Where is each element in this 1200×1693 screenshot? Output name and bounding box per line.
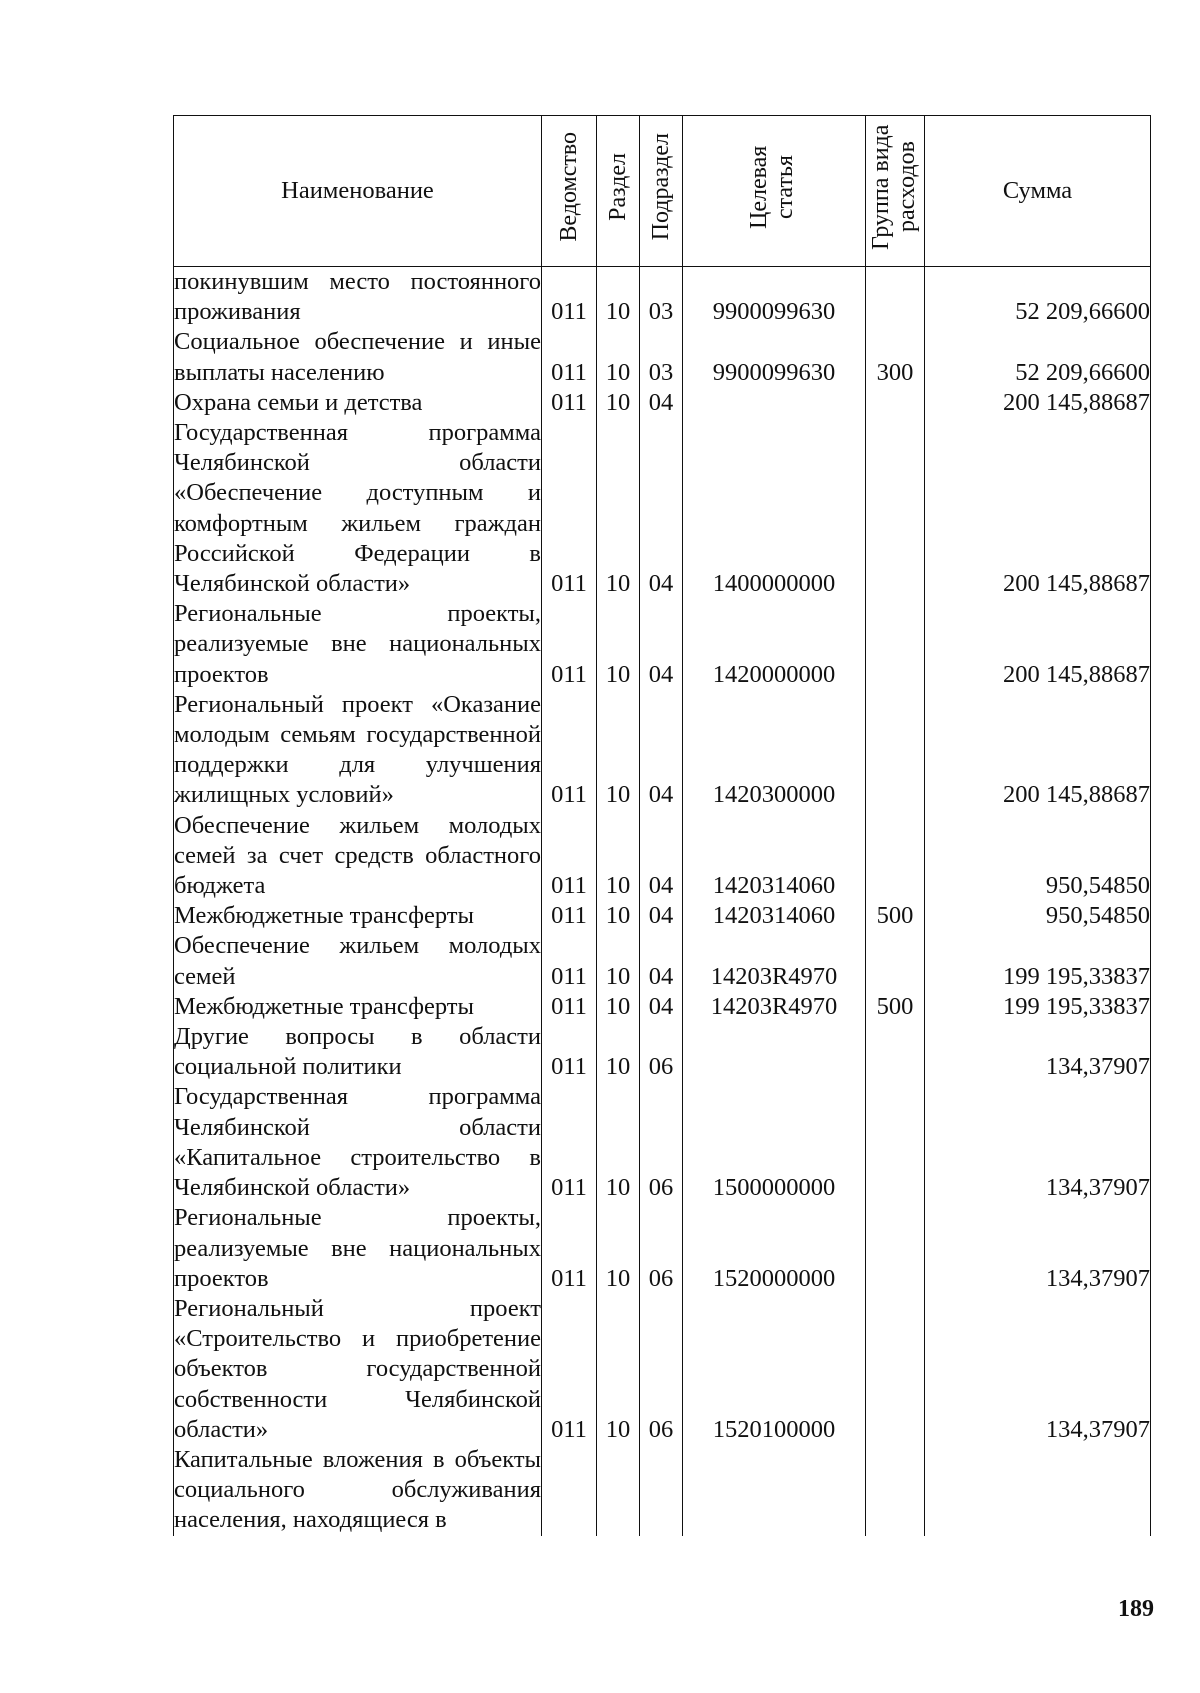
table-row: [174, 599, 1151, 690]
cell-summa: 134,37907: [925, 1082, 1151, 1203]
cell-gruppa: [866, 388, 925, 418]
cell-celevaya: [683, 1022, 866, 1082]
cell-ved: 011: [542, 690, 597, 811]
cell-celevaya: 1420314060: [683, 811, 866, 902]
cell-razdel: 10: [597, 1082, 640, 1203]
cell-razdel: [597, 1445, 640, 1536]
page-number: 189: [1118, 1596, 1154, 1622]
cell-ved: 011: [542, 418, 597, 599]
cell-summa: 52 209,66600: [925, 327, 1151, 387]
cell-name: Обеспечение жильем молодых семей за счет средств областного бюджета: [174, 811, 542, 902]
cell-podrazdel: 04: [640, 690, 683, 811]
cell-gruppa: [866, 931, 925, 991]
table-row: [174, 1203, 1151, 1294]
cell-ved: 011: [542, 388, 597, 418]
table-row: [174, 418, 1151, 599]
cell-ved: 011: [542, 327, 597, 387]
cell-razdel: 10: [597, 1294, 640, 1445]
cell-podrazdel: 03: [640, 327, 683, 387]
cell-summa: 200 145,88687: [925, 599, 1151, 690]
cell-podrazdel: 04: [640, 599, 683, 690]
cell-gruppa: [866, 1203, 925, 1294]
header-ved-label: Ведомство: [556, 132, 582, 242]
table-row: [174, 901, 1151, 931]
table-row: [174, 388, 1151, 418]
table-row: [174, 1445, 1151, 1536]
cell-celevaya: 14203R4970: [683, 992, 866, 1022]
cell-podrazdel: 06: [640, 1203, 683, 1294]
header-razdel: [597, 116, 640, 267]
cell-ved: 011: [542, 931, 597, 991]
cell-summa: [925, 1445, 1151, 1536]
table-row: [174, 1022, 1151, 1082]
header-summa-label: Сумма: [1002, 176, 1073, 204]
cell-name: Капитальные вложения в объекты социального обслуживания населения, находящиеся в: [174, 1445, 542, 1536]
table-row: [174, 1294, 1151, 1445]
cell-celevaya: 1420000000: [683, 599, 866, 690]
cell-celevaya: 1400000000: [683, 418, 866, 599]
cell-name: Региональный проект «Строительство и приобретение объектов государственной собственности Челябинской области»: [174, 1294, 542, 1445]
cell-ved: 011: [542, 992, 597, 1022]
budget-table: [173, 115, 1151, 1536]
cell-razdel: 10: [597, 690, 640, 811]
header-razdel-label: Раздел: [605, 152, 631, 221]
cell-summa: 52 209,66600: [925, 267, 1151, 328]
table-row: [174, 327, 1151, 387]
cell-celevaya: 9900099630: [683, 267, 866, 328]
cell-gruppa: [866, 1082, 925, 1203]
cell-gruppa: [866, 1445, 925, 1536]
cell-name: покинувшим место постоянного проживания: [174, 267, 542, 328]
cell-name: Государственная программа Челябинской области «Обеспечение доступным и комфортным жильем граждан Российской Федерации в Челябинской области»: [174, 418, 542, 599]
cell-celevaya: 1420314060: [683, 901, 866, 931]
cell-gruppa: [866, 1294, 925, 1445]
table-header: [174, 116, 1151, 267]
cell-gruppa: [866, 1022, 925, 1082]
cell-summa: 950,54850: [925, 901, 1151, 931]
cell-summa: 200 145,88687: [925, 418, 1151, 599]
cell-name: Социальное обеспечение и иные выплаты населению: [174, 327, 542, 387]
header-gruppa-label: Группа вида расходов: [868, 124, 920, 250]
cell-ved: 011: [542, 1294, 597, 1445]
cell-celevaya: 9900099630: [683, 327, 866, 387]
cell-summa: 199 195,33837: [925, 992, 1151, 1022]
cell-podrazdel: 06: [640, 1082, 683, 1203]
cell-celevaya: 1520000000: [683, 1203, 866, 1294]
cell-gruppa: [866, 267, 925, 328]
cell-podrazdel: 04: [640, 418, 683, 599]
cell-name: Обеспечение жильем молодых семей: [174, 931, 542, 991]
header-podrazdel: [640, 116, 683, 267]
cell-razdel: 10: [597, 811, 640, 902]
cell-summa: 134,37907: [925, 1203, 1151, 1294]
cell-podrazdel: 04: [640, 811, 683, 902]
cell-name: Межбюджетные трансферты: [174, 901, 542, 931]
cell-name: Региональные проекты, реализуемые вне национальных проектов: [174, 599, 542, 690]
cell-gruppa: [866, 418, 925, 599]
cell-gruppa: [866, 811, 925, 902]
header-name: [174, 116, 542, 267]
cell-ved: [542, 1445, 597, 1536]
cell-summa: 199 195,33837: [925, 931, 1151, 991]
cell-razdel: 10: [597, 931, 640, 991]
cell-razdel: 10: [597, 1203, 640, 1294]
cell-celevaya: [683, 1445, 866, 1536]
cell-razdel: 10: [597, 418, 640, 599]
header-summa: [925, 116, 1151, 267]
table-row: [174, 811, 1151, 902]
header-ved: [542, 116, 597, 267]
cell-ved: 011: [542, 811, 597, 902]
cell-name: Охрана семьи и детства: [174, 388, 542, 418]
cell-ved: 011: [542, 1203, 597, 1294]
cell-name: Региональные проекты, реализуемые вне национальных проектов: [174, 1203, 542, 1294]
cell-podrazdel: 04: [640, 992, 683, 1022]
cell-podrazdel: 06: [640, 1294, 683, 1445]
cell-celevaya: [683, 388, 866, 418]
cell-summa: 200 145,88687: [925, 388, 1151, 418]
cell-celevaya: 14203R4970: [683, 931, 866, 991]
cell-ved: 011: [542, 599, 597, 690]
cell-gruppa: 300: [866, 327, 925, 387]
table-row: [174, 267, 1151, 328]
table-row: [174, 992, 1151, 1022]
table-body: [174, 267, 1151, 1536]
cell-ved: 011: [542, 901, 597, 931]
cell-podrazdel: [640, 1445, 683, 1536]
cell-summa: 200 145,88687: [925, 690, 1151, 811]
cell-gruppa: 500: [866, 992, 925, 1022]
header-name-label: Наименование: [281, 176, 434, 204]
cell-ved: 011: [542, 1022, 597, 1082]
cell-razdel: 10: [597, 388, 640, 418]
header-gruppa: [866, 116, 925, 267]
cell-name: Региональный проект «Оказание молодым семьям государственной поддержки для улучшения жилищных условий»: [174, 690, 542, 811]
cell-celevaya: 1500000000: [683, 1082, 866, 1203]
cell-razdel: 10: [597, 599, 640, 690]
cell-razdel: 10: [597, 267, 640, 328]
header-podrazdel-label: Подраздел: [648, 133, 674, 241]
cell-gruppa: [866, 690, 925, 811]
cell-podrazdel: 04: [640, 931, 683, 991]
cell-name: Государственная программа Челябинской области «Капитальное строительство в Челябинской области»: [174, 1082, 542, 1203]
cell-podrazdel: 04: [640, 388, 683, 418]
cell-summa: 134,37907: [925, 1294, 1151, 1445]
cell-celevaya: 1520100000: [683, 1294, 866, 1445]
cell-podrazdel: 04: [640, 901, 683, 931]
cell-name: Межбюджетные трансферты: [174, 992, 542, 1022]
cell-summa: 134,37907: [925, 1022, 1151, 1082]
table-row: [174, 931, 1151, 991]
cell-summa: 950,54850: [925, 811, 1151, 902]
cell-podrazdel: 03: [640, 267, 683, 328]
header-celevaya: [683, 116, 866, 267]
cell-ved: 011: [542, 1082, 597, 1203]
cell-gruppa: 500: [866, 901, 925, 931]
cell-razdel: 10: [597, 901, 640, 931]
cell-celevaya: 1420300000: [683, 690, 866, 811]
cell-podrazdel: 06: [640, 1022, 683, 1082]
cell-razdel: 10: [597, 327, 640, 387]
cell-gruppa: [866, 599, 925, 690]
cell-name: Другие вопросы в области социальной политики: [174, 1022, 542, 1082]
cell-razdel: 10: [597, 992, 640, 1022]
table-row: [174, 690, 1151, 811]
cell-razdel: 10: [597, 1022, 640, 1082]
cell-ved: 011: [542, 267, 597, 328]
table-row: [174, 1082, 1151, 1203]
header-celevaya-label: Целевая статья: [746, 145, 798, 229]
